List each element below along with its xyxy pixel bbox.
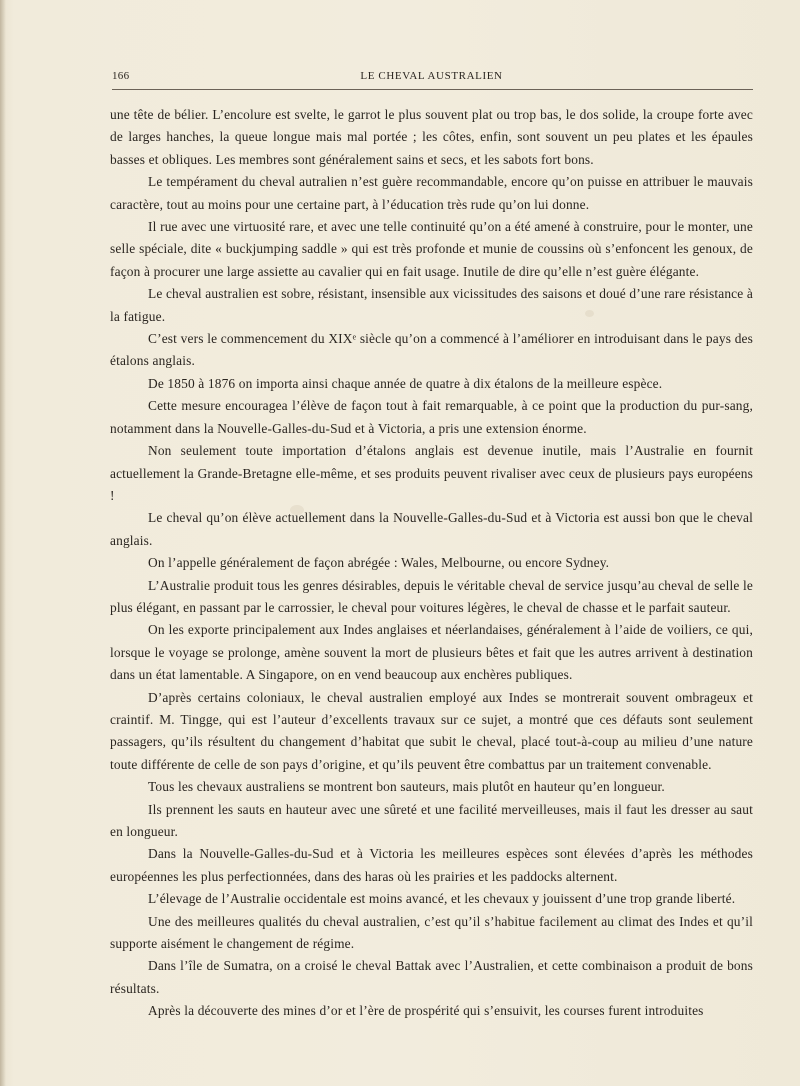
binding-shadow (0, 0, 6, 1086)
paragraph: une tête de bélier. L’encolure est svelte, le garrot le plus souvent plat ou trop bas, le dos solide, la croupe forte avec de larges hanches, la queue longue mais mal portée ; les côtes, enfin, sont souvent un peu plates et les épaules basses et obliques. Les membres sont généralement sains et secs, et les sabots fort bons. (110, 107, 753, 167)
paragraph: L’élevage de l’Australie occidentale est moins avancé, et les chevaux y jouissent d’une trop grande liberté. (148, 891, 736, 907)
running-title: LE CHEVAL AUSTRALIEN (360, 70, 503, 82)
paragraph: C’est vers le commencement du XIXᵉ siècle qu’on a commencé à l’améliorer en introduisant dans le pays des étalons anglais. (110, 331, 753, 369)
paragraph: On l’appelle généralement de façon abrégée : Wales, Melbourne, ou encore Sydney. (148, 555, 610, 571)
paragraph: Il rue avec une virtuosité rare, et avec une telle continuité qu’on a été amené à construire, pour le monter, une selle spéciale, dite « buckjumping saddle » qui est très profonde et munie de coussins où s’enfoncent les genoux, de façon à procurer une large assiette au cavalier qui en fait usage. Inutile de dire qu’elle n’est guère élégante. (110, 219, 753, 279)
header-rule (112, 89, 753, 90)
paragraph: Dans la Nouvelle-Galles-du-Sud et à Victoria les meilleures espèces sont élevées d’après les méthodes européennes les plus perfectionnées, dans des haras où les prairies et les paddocks alternent. (110, 846, 753, 884)
body-text (110, 104, 753, 1023)
paragraph: Tous les chevaux australiens se montrent bon sauteurs, mais plutôt en hauteur qu’en longueur. (148, 779, 665, 795)
paragraph: Non seulement toute importation d’étalons anglais est devenue inutile, mais l’Australie en fournit actuellement la Grande-Bretagne elle-même, et ses produits peuvent rivaliser avec ceux de plusieurs pays européens ! (110, 443, 753, 503)
paragraph: De 1850 à 1876 on importa ainsi chaque année de quatre à dix étalons de la meilleure espèce. (148, 375, 663, 391)
page-number: 166 (112, 70, 130, 82)
paragraph: Ils prennent les sauts en hauteur avec une sûreté et une facilité merveilleuses, mais il faut les dresser au saut en longueur. (110, 801, 753, 839)
paragraph: Une des meilleures qualités du cheval australien, c’est qu’il s’habitue facilement au climat des Indes et qu’il supporte aisément le changement de régime. (110, 913, 753, 952)
paragraph: Après la découverte des mines d’or et l’ère de prospérité qui s’ensuivit, les courses furent introduites (148, 1003, 704, 1019)
paragraph: On les exporte principalement aux Indes anglaises et néerlandaises, généralement à l’aide de voiliers, ce qui, lorsque le voyage se prolonge, amène souvent la mort de plusieurs bêtes et fait que les autres arrivent à destination dans un état lamentable. A Singapore, on en vend beaucoup aux enchères publiques. (110, 622, 753, 683)
paragraph: L’Australie produit tous les genres désirables, depuis le véritable cheval de service jusqu’au cheval de selle le plus élégant, en passant par le carrossier, le cheval pour voitures légères, le cheval de chasse et le parfait sauteur. (110, 577, 753, 615)
running-header (110, 66, 753, 86)
paragraph: Cette mesure encouragea l’élève de façon tout à fait remarquable, à ce point que la production du pur-sang, notamment dans la Nouvelle-Galles-du-Sud et à Victoria, a pris une extension énorme. (110, 398, 753, 436)
paragraph: Le cheval australien est sobre, résistant, insensible aux vicissitudes des saisons et doué d’une rare résistance à la fatigue. (110, 286, 753, 324)
paragraph: Dans l’île de Sumatra, on a croisé le cheval Battak avec l’Australien, et cette combinaison a produit de bons résultats. (110, 958, 753, 996)
paragraph: Le tempérament du cheval autralien n’est guère recommandable, encore qu’on puisse en attribuer le mauvais caractère, tout au moins pour une certaine part, à l’éducation très rude qu’on lui donne. (110, 174, 753, 212)
paragraph: Le cheval qu’on élève actuellement dans la Nouvelle-Galles-du-Sud et à Victoria est aussi bon que le cheval anglais. (110, 510, 753, 548)
paragraph: D’après certains coloniaux, le cheval australien employé aux Indes se montrerait souvent ombrageux et craintif. M. Tingge, qui est l’auteur d’excellents travaux sur ce sujet, a montré que ces défauts sont seulement passagers, qu’ils résultent du changement d’habitat que subit le cheval, placé tout-à-coup au milieu d’une nature toute différente de celle de son pays d’origine, et qu’ils peuvent être combattus par un traitement convenable. (110, 689, 753, 772)
